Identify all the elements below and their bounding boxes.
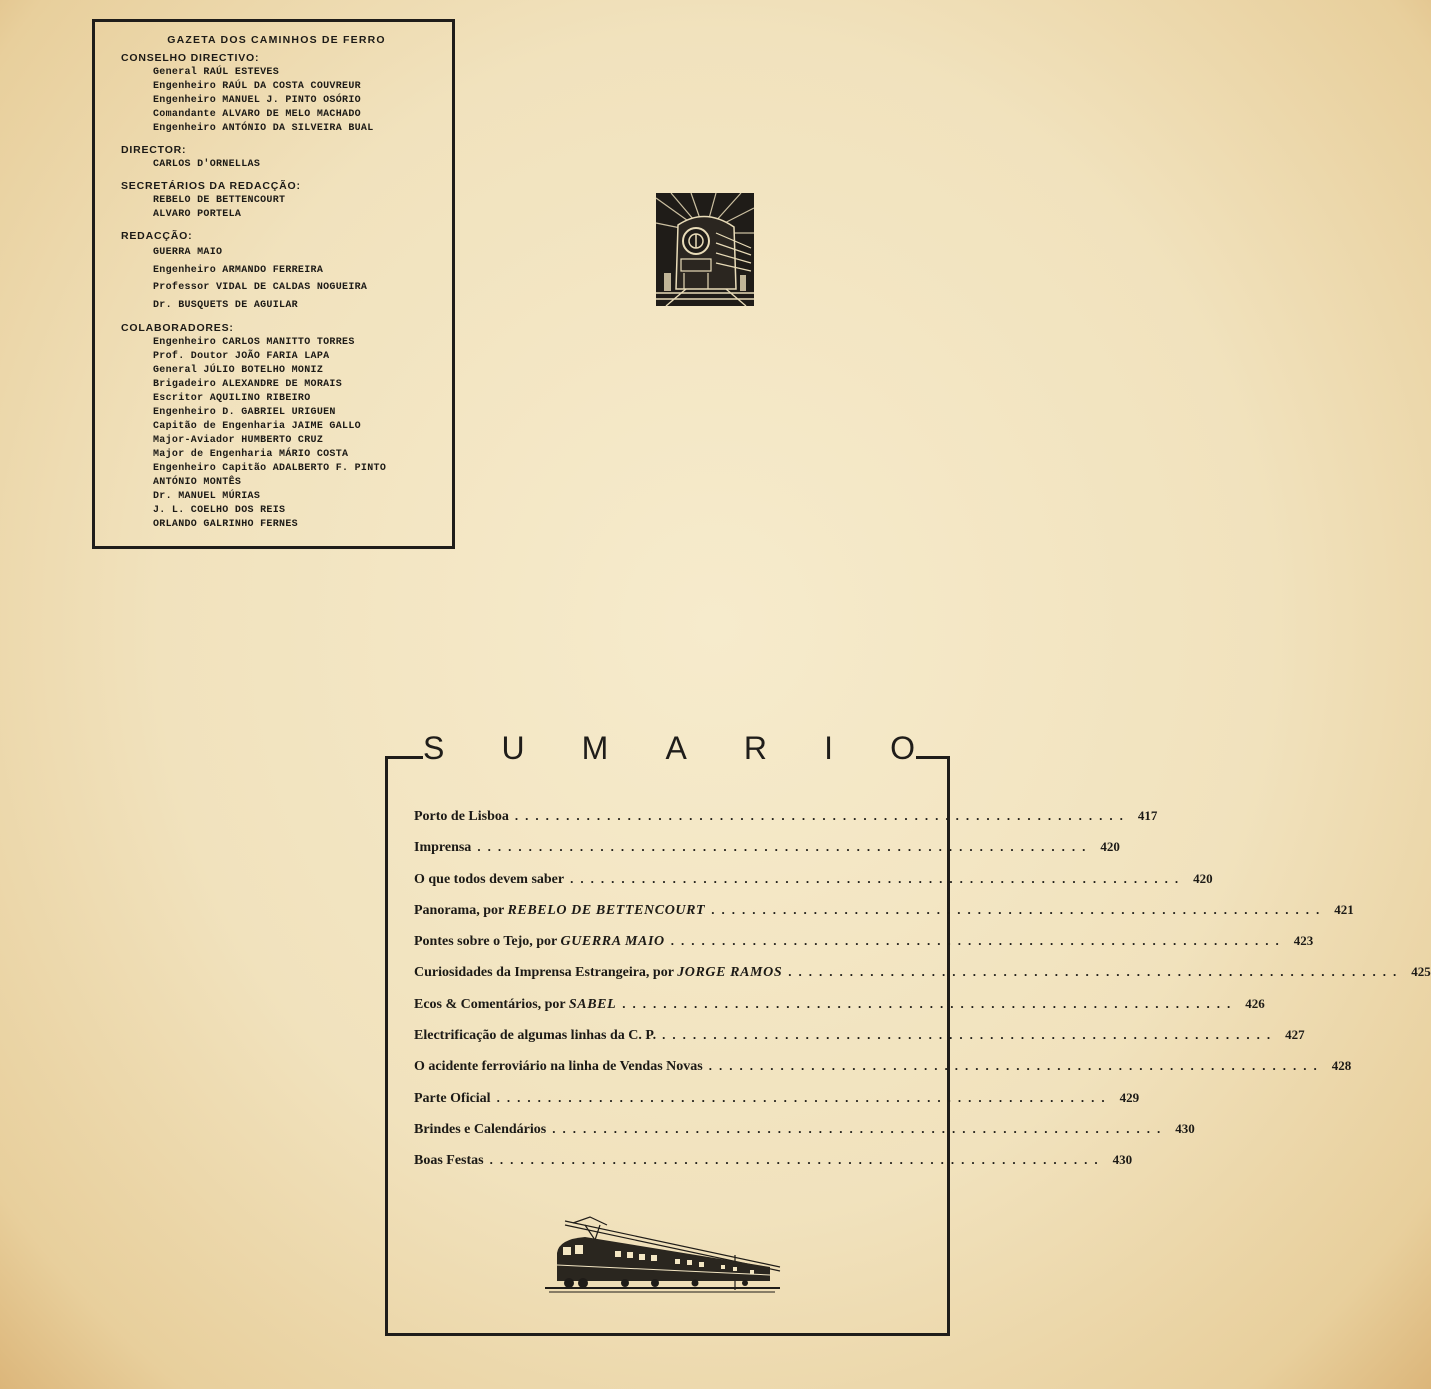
toc-entry-title xyxy=(414,934,665,950)
staff-member: Major de Engenharia MÁRIO COSTA xyxy=(153,449,349,460)
table-of-contents xyxy=(414,808,1431,1184)
toc-leader-dots: ............................................................ xyxy=(708,1058,1324,1074)
toc-leader-dots: ............................................................ xyxy=(496,1089,1112,1105)
staff-member: CARLOS D'ORNELLAS xyxy=(153,159,261,170)
toc-entry xyxy=(414,1089,1140,1121)
toc-leader-dots: ............................................................ xyxy=(662,1027,1278,1043)
toc-entry-page: 427 xyxy=(1285,1027,1305,1043)
staff-section-heading: DIRECTOR: xyxy=(121,144,187,156)
staff-member: Engenheiro RAÚL DA COSTA COUVREUR xyxy=(153,81,361,92)
staff-section-heading: REDACÇÃO: xyxy=(121,230,193,242)
toc-entry-label: Curiosidades da Imprensa Estrangeira, por xyxy=(414,965,678,981)
electric-train-icon xyxy=(545,1215,780,1295)
toc-entry-label: Boas Festas xyxy=(414,1153,484,1169)
sumario-title-letter: U xyxy=(501,730,525,766)
toc-entry-title xyxy=(414,965,782,981)
toc-entry xyxy=(414,995,1265,1027)
toc-entry-page: 421 xyxy=(1334,901,1354,917)
staff-section-heading: SECRETÁRIOS DA REDACÇÃO: xyxy=(121,180,301,192)
staff-member: Prof. Doutor JOÃO FARIA LAPA xyxy=(153,351,330,362)
toc-entry-title xyxy=(414,809,509,825)
staff-member: Major-Aviador HUMBERTO CRUZ xyxy=(153,435,324,446)
toc-entry xyxy=(414,839,1120,870)
staff-member: REBELO DE BETTENCOURT xyxy=(153,195,286,206)
staff-member: ORLANDO GALRINHO FERNES xyxy=(153,519,298,530)
toc-entry xyxy=(414,901,1354,933)
toc-entry xyxy=(414,870,1213,902)
toc-entry-label: Electrificação de algumas linhas da C. P. xyxy=(414,1028,657,1044)
toc-leader-dots: ............................................................ xyxy=(622,995,1238,1011)
toc-entry-title xyxy=(414,1091,491,1107)
locomotive-woodcut-icon xyxy=(656,193,754,306)
toc-leader-dots: ............................................................ xyxy=(788,964,1404,980)
toc-entry-label: Panorama, por xyxy=(414,902,508,918)
sumario-title-letter: M xyxy=(581,730,609,766)
staff-member: Brigadeiro ALEXANDRE DE MORAIS xyxy=(153,379,343,390)
staff-member: Engenheiro ANTÓNIO DA SILVEIRA BUAL xyxy=(153,123,374,134)
staff-box xyxy=(92,19,455,549)
staff-member: Engenheiro D. GABRIEL URIGUEN xyxy=(153,407,336,418)
toc-entry-label: Pontes sobre o Tejo, por xyxy=(414,934,561,950)
toc-entry-page: 428 xyxy=(1331,1058,1352,1074)
toc-entry-page: 426 xyxy=(1245,995,1265,1011)
staff-member: GUERRA MAIO xyxy=(153,247,223,258)
toc-entry-author: REBELO DE BETTENCOURT xyxy=(507,902,706,918)
toc-leader-dots: ............................................................ xyxy=(514,808,1130,823)
toc-entry-title xyxy=(414,1059,703,1075)
toc-entry xyxy=(414,1152,1133,1183)
staff-member: Escritor AQUILINO RIBEIRO xyxy=(153,393,311,404)
toc-entry-title xyxy=(414,872,564,888)
staff-member: Engenheiro CARLOS MANITTO TORRES xyxy=(153,337,355,348)
toc-leader-dots: ............................................................ xyxy=(477,839,1093,855)
toc-leader-dots: ............................................................ xyxy=(552,1120,1168,1136)
toc-leader-dots: ............................................................ xyxy=(570,870,1186,886)
staff-member: ALVARO PORTELA xyxy=(153,209,242,220)
toc-entry-page: 417 xyxy=(1137,808,1158,823)
staff-member: ANTÓNIO MONTÊS xyxy=(153,477,242,488)
toc-entry-title xyxy=(414,903,705,919)
toc-entry xyxy=(414,1027,1305,1058)
toc-entry-page: 430 xyxy=(1175,1120,1195,1136)
toc-entry-page: 425 xyxy=(1411,964,1431,980)
staff-member: Engenheiro ARMANDO FERREIRA xyxy=(153,264,324,276)
staff-title: GAZETA DOS CAMINHOS DE FERRO xyxy=(167,34,386,46)
staff-member: General RAÚL ESTEVES xyxy=(153,67,280,78)
sumario-title-letter: O xyxy=(890,730,915,766)
toc-entry-title xyxy=(414,1122,546,1138)
staff-member: Dr. MANUEL MÚRIAS xyxy=(153,491,261,502)
toc-entry-label: Imprensa xyxy=(414,840,472,856)
toc-entry-author: GUERRA MAIO xyxy=(560,934,665,950)
staff-section-heading: CONSELHO DIRECTIVO: xyxy=(121,52,260,64)
toc-leader-dots: ............................................................ xyxy=(670,933,1286,949)
staff-member: Professor VIDAL DE CALDAS NOGUEIRA xyxy=(153,282,368,293)
sumario-title-letter: A xyxy=(665,730,687,766)
toc-leader-dots: ............................................................ xyxy=(489,1152,1105,1168)
toc-entry-page: 430 xyxy=(1112,1152,1133,1168)
toc-entry-label: Porto de Lisboa xyxy=(414,809,509,824)
staff-member: General JÚLIO BOTELHO MONIZ xyxy=(153,365,324,376)
toc-entry-label: Brindes e Calendários xyxy=(414,1121,547,1137)
staff-member: Comandante ALVARO DE MELO MACHADO xyxy=(153,109,361,120)
toc-entry xyxy=(414,1120,1195,1152)
staff-member: Engenheiro MANUEL J. PINTO OSÓRIO xyxy=(153,95,361,106)
toc-entry-page: 423 xyxy=(1293,933,1314,949)
sumario-title-letter: I xyxy=(824,730,833,766)
toc-entry xyxy=(414,964,1431,995)
toc-entry-label: Parte Oficial xyxy=(414,1090,491,1106)
staff-member: Dr. BUSQUETS DE AGUILAR xyxy=(153,299,298,311)
toc-entry xyxy=(414,933,1314,964)
toc-entry-title xyxy=(414,997,616,1013)
toc-entry-title xyxy=(414,1028,656,1044)
toc-entry xyxy=(414,808,1158,839)
toc-entry-page: 420 xyxy=(1100,839,1120,855)
toc-entry-author: JORGE RAMOS xyxy=(677,965,783,981)
toc-entry-page: 420 xyxy=(1193,870,1213,886)
toc-entry-page: 429 xyxy=(1119,1089,1140,1105)
toc-entry-title xyxy=(414,840,471,856)
toc-entry-label: O acidente ferroviário na linha de Vendas Novas xyxy=(414,1059,703,1075)
toc-entry-label: O que todos devem saber xyxy=(414,871,565,887)
toc-entry-author: SABEL xyxy=(568,996,617,1012)
sumario-title-letter: R xyxy=(743,730,767,766)
staff-member: J. L. COELHO DOS REIS xyxy=(153,505,286,516)
toc-entry xyxy=(414,1058,1352,1089)
toc-entry-label: Ecos & Comentários, por xyxy=(414,996,569,1012)
toc-entry-title xyxy=(414,1153,484,1169)
staff-sections xyxy=(121,52,452,532)
staff-member: Capitão de Engenharia JAIME GALLO xyxy=(153,421,361,432)
staff-section-heading: COLABORADORES: xyxy=(121,322,234,334)
sumario-title-letter: S xyxy=(423,730,445,766)
toc-leader-dots: ............................................................ xyxy=(711,901,1327,917)
staff-member: Engenheiro Capitão ADALBERTO F. PINTO xyxy=(153,463,387,474)
